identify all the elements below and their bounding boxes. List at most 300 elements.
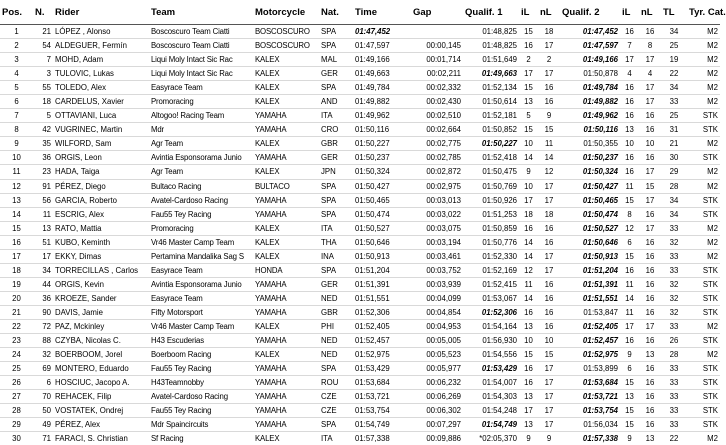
cell-tl: 32: [669, 307, 679, 317]
cell-pos: 5: [14, 83, 19, 93]
cell-rider: PAZ, Mckinley: [55, 322, 105, 331]
cell-tl: 34: [669, 195, 679, 205]
cell-moto: KALEX: [255, 83, 280, 93]
cell-il1: 11: [524, 279, 533, 289]
cell-pos: 30: [12, 434, 21, 444]
cell-il1: 13: [524, 322, 533, 331]
cell-rider: LÓPEZ , Alonso: [55, 27, 111, 37]
cell-nl1: 17: [544, 406, 554, 416]
cell-nl1: 17: [544, 41, 554, 51]
cell-rider: TORRECILLAS , Carlos: [55, 265, 139, 275]
cell-team: Boerboom Racing: [151, 350, 212, 360]
cell-q2: 01:51,551: [582, 293, 618, 303]
col-header-nl2: nL: [641, 6, 653, 18]
cell-nl2: 10: [645, 139, 655, 149]
cell-time: 01:53,721: [355, 392, 390, 402]
cell-q1: 01:50,926: [482, 195, 517, 205]
cell-rider: RATO, Mattia: [55, 223, 102, 233]
cell-il2: 4: [627, 69, 632, 79]
cell-il1: 14: [524, 237, 533, 247]
cell-il2: 17: [625, 55, 634, 65]
cell-nl1: 17: [544, 181, 554, 191]
cell-il1: 12: [524, 265, 533, 275]
cell-team: Liqui Moly Intact Sic Rac: [151, 69, 233, 79]
cell-il2: 16: [625, 83, 634, 93]
cell-il1: 16: [524, 223, 533, 233]
cell-tl: 34: [669, 83, 679, 93]
cell-moto: YAMAHA: [255, 125, 287, 135]
cell-moto: YAMAHA: [255, 195, 287, 205]
cell-team: H43Teamnobby: [151, 378, 204, 388]
cell-gap: 00:03,022: [426, 209, 461, 219]
cell-tl: 34: [669, 27, 679, 37]
cell-moto: KALEX: [255, 237, 280, 247]
table-row: [0, 249, 720, 263]
cell-nl1: 16: [544, 83, 554, 93]
table-row: [0, 39, 720, 53]
cell-nl1: 12: [544, 167, 554, 177]
cell-il2: 9: [627, 434, 632, 444]
cell-q2: 01:50,913: [582, 251, 618, 261]
cell-nat: GBR: [321, 139, 338, 149]
cell-q1: 01:48,825: [482, 27, 517, 37]
cell-nl1: 16: [544, 322, 554, 331]
col-header-tyre-cat: Tyr. Cat.: [689, 6, 726, 18]
cell-rider: ORGIS, Leon: [55, 153, 102, 163]
cell-q1: 01:49,663: [481, 69, 517, 79]
cell-cat: M2: [707, 27, 718, 37]
cell-il1: 14: [524, 153, 533, 163]
cell-time: 01:50,913: [355, 251, 390, 261]
cell-il2: 15: [625, 251, 634, 261]
cell-pos: 4: [14, 69, 19, 79]
table-row: [0, 277, 720, 291]
cell-q1: 01:54,164: [482, 322, 517, 331]
cell-team: Avatel-Cardoso Racing: [151, 392, 228, 402]
cell-il1: 18: [524, 209, 533, 219]
cell-num: 70: [42, 392, 51, 402]
col-header-tl: TL: [663, 6, 675, 18]
cell-nl1: 16: [544, 307, 554, 317]
cell-il2: 9: [627, 350, 632, 360]
cell-cat: M2: [707, 237, 718, 247]
cell-il1: 13: [524, 97, 533, 107]
cell-cat: M2: [707, 55, 718, 65]
cell-pos: 11: [12, 167, 21, 177]
cell-nat: GER: [321, 69, 338, 79]
cell-nl2: 13: [645, 350, 655, 360]
cell-pos: 22: [12, 322, 21, 331]
cell-team: Vr46 Master Camp Team: [151, 322, 235, 331]
cell-nl2: 13: [645, 434, 655, 444]
cell-q2: 01:47,452: [582, 27, 618, 37]
cell-cat: M2: [707, 139, 718, 149]
cell-pos: 19: [12, 279, 21, 289]
cell-pos: 8: [14, 125, 19, 135]
cell-nl2: 16: [645, 336, 655, 346]
cell-num: 49: [42, 420, 51, 430]
cell-team: H43 Escuderias: [151, 336, 204, 346]
table-row: [0, 165, 720, 179]
cell-q2: 01:50,465: [582, 195, 618, 205]
cell-gap: 00:04,099: [426, 293, 461, 303]
cell-rider: FARACI, S. Christian: [55, 434, 128, 444]
cell-team: Bultaco Racing: [151, 181, 202, 191]
cell-tl: 32: [669, 293, 679, 303]
cell-q2: 01:49,784: [582, 83, 618, 93]
cell-gap: 00:05,523: [426, 350, 461, 360]
cell-pos: 14: [12, 209, 21, 219]
cell-gap: 00:02,510: [426, 111, 461, 121]
cell-nl1: 9: [546, 434, 552, 444]
cell-il1: 13: [524, 392, 533, 402]
cell-tl: 22: [669, 434, 679, 444]
cell-rider: MONTERO, Eduardo: [55, 364, 129, 374]
cell-nat: SPA: [321, 209, 337, 219]
cell-cat: STK: [702, 392, 718, 402]
cell-rider: ALDEGUER, Fermín: [55, 41, 127, 51]
cell-nl1: 17: [544, 251, 554, 261]
cell-nl1: 10: [544, 336, 554, 346]
table-row: [0, 376, 720, 390]
cell-tl: 34: [669, 209, 679, 219]
cell-nat: INA: [321, 251, 334, 261]
col-header-qualif2: Qualif. 2: [562, 6, 600, 18]
table-row: [0, 362, 720, 376]
cell-nat: SPA: [321, 420, 337, 430]
cell-tl: 33: [669, 97, 679, 107]
cell-num: 51: [42, 237, 51, 247]
cell-tl: 33: [669, 406, 679, 416]
cell-q2: 01:50,646: [582, 237, 618, 247]
cell-q1: 01:52,330: [482, 251, 517, 261]
table-row: [0, 137, 720, 151]
cell-pos: 1: [14, 27, 19, 37]
cell-q1: 01:54,007: [482, 378, 517, 388]
cell-q1: 01:50,475: [482, 167, 517, 177]
cell-nat: CZE: [321, 392, 337, 402]
cell-cat: STK: [702, 406, 718, 416]
cell-q2: 01:57,338: [582, 434, 618, 444]
cell-q1: 01:50,614: [482, 97, 517, 107]
cell-moto: KALEX: [255, 434, 280, 444]
cell-pos: 15: [12, 223, 21, 233]
col-header-pos: Pos.: [2, 6, 23, 18]
cell-num: 69: [42, 364, 51, 374]
cell-moto: YAMAHA: [255, 307, 287, 317]
cell-q1: 01:53,067: [482, 293, 517, 303]
cell-moto: YAMAHA: [255, 392, 287, 402]
col-header-nl1: nL: [540, 6, 552, 18]
table-row: [0, 305, 720, 319]
header-row: [0, 0, 720, 25]
cell-nl2: 17: [645, 322, 655, 331]
cell-num: 91: [42, 181, 51, 191]
cell-moto: KALEX: [255, 223, 280, 233]
cell-q1: 01:50,769: [482, 181, 517, 191]
cell-rider: DAVIS, Jamie: [55, 307, 103, 317]
cell-moto: KALEX: [255, 322, 280, 331]
cell-rider: BOERBOOM, Jorel: [55, 350, 123, 360]
cell-nl1: 16: [544, 97, 554, 107]
cell-q2: 01:50,355: [583, 139, 618, 149]
cell-gap: 00:03,194: [426, 237, 461, 247]
cell-il2: 11: [625, 181, 634, 191]
cell-nl1: 17: [544, 195, 554, 205]
cell-moto: BULTACO: [255, 181, 290, 191]
cell-time: 01:49,784: [355, 83, 390, 93]
cell-nl1: 17: [544, 265, 554, 275]
cell-pos: 28: [12, 406, 21, 416]
cell-pos: 3: [14, 55, 19, 65]
cell-nat: ROU: [321, 378, 339, 388]
cell-nl1: 16: [544, 279, 554, 289]
cell-tl: 33: [669, 364, 679, 374]
cell-cat: STK: [702, 125, 718, 135]
cell-tl: 33: [669, 392, 679, 402]
cell-nat: CRO: [321, 125, 339, 135]
cell-rider: EKKY, Dimas: [55, 251, 102, 261]
cell-num: 13: [42, 223, 51, 233]
cell-q2: 01:52,457: [582, 336, 618, 346]
cell-nat: AND: [321, 97, 338, 107]
cell-cat: STK: [702, 364, 718, 374]
cell-nl1: 17: [544, 392, 554, 402]
cell-nl2: 16: [645, 364, 655, 374]
cell-nl1: 17: [544, 378, 554, 388]
cell-il1: 16: [524, 364, 533, 374]
cell-cat: M2: [707, 322, 718, 331]
cell-num: 44: [42, 279, 51, 289]
cell-il1: 16: [524, 307, 533, 317]
cell-q1: 01:53,429: [481, 364, 517, 374]
cell-moto: KALEX: [255, 167, 280, 177]
cell-team: Sf Racing: [151, 434, 184, 444]
cell-nl2: 16: [645, 378, 655, 388]
cell-num: 50: [42, 406, 51, 416]
cell-team: Avintia Esponsorama Junio: [151, 279, 242, 289]
cell-num: 71: [42, 434, 51, 444]
cell-team: Promoracing: [151, 223, 194, 233]
cell-il2: 7: [627, 41, 632, 51]
cell-nat: GER: [321, 279, 338, 289]
cell-q1: 01:54,556: [482, 350, 517, 360]
cell-rider: KUBO, Keminth: [55, 237, 111, 247]
cell-nl2: 16: [645, 27, 655, 37]
cell-nl2: 16: [645, 279, 655, 289]
cell-gap: 00:03,752: [426, 265, 461, 275]
cell-q2: 01:52,405: [582, 322, 618, 331]
cell-num: 56: [42, 195, 51, 205]
cell-pos: 9: [14, 139, 19, 149]
cell-rider: VOSTATEK, Ondrej: [55, 406, 124, 416]
cell-q2: 01:53,721: [582, 392, 618, 402]
cell-num: 42: [42, 125, 51, 135]
cell-moto: KALEX: [255, 251, 280, 261]
cell-gap: 00:00,145: [426, 41, 461, 51]
col-header-qualif1: Qualif. 1: [465, 6, 503, 18]
cell-q1: 01:54,749: [481, 420, 517, 430]
cell-il2: 15: [625, 195, 634, 205]
cell-nl1: 15: [544, 350, 554, 360]
cell-nl2: 17: [645, 55, 655, 65]
cell-moto: KALEX: [255, 97, 280, 107]
cell-nat: NED: [321, 293, 338, 303]
cell-time: 01:57,338: [355, 434, 390, 444]
cell-rider: VUGRINEC, Martin: [55, 125, 123, 135]
cell-moto: YAMAHA: [255, 153, 287, 163]
table-row: [0, 179, 720, 193]
cell-q1: 01:54,303: [482, 392, 517, 402]
cell-nl1: 2: [546, 55, 552, 65]
cell-q1: 01:50,859: [482, 223, 517, 233]
cell-cat: STK: [702, 153, 718, 163]
cell-time: 01:52,975: [355, 350, 390, 360]
cell-il1: 10: [524, 139, 533, 149]
col-header-il1: iL: [521, 6, 530, 18]
cell-q2: 01:49,962: [582, 111, 618, 121]
cell-nl1: 16: [544, 293, 554, 303]
cell-moto: YAMAHA: [255, 378, 287, 388]
cell-rider: TOLEDO, Alex: [55, 83, 106, 93]
cell-pos: 25: [12, 364, 21, 374]
cell-il1: 16: [524, 378, 533, 388]
col-header-motorcycle: Motorcycle: [255, 6, 306, 18]
cell-il2: 17: [625, 322, 634, 331]
cell-il2: 11: [625, 279, 634, 289]
cell-moto: HONDA: [255, 265, 283, 275]
cell-il1: 2: [526, 55, 531, 65]
cell-il1: 14: [524, 293, 533, 303]
cell-time: 01:49,166: [355, 55, 390, 65]
cell-moto: YAMAHA: [255, 279, 287, 289]
cell-il2: 15: [625, 378, 634, 388]
table-row: [0, 193, 720, 207]
table-row: [0, 418, 720, 432]
cell-gap: 00:09,886: [426, 434, 461, 444]
cell-nl1: 17: [544, 69, 554, 79]
cell-gap: 00:04,854: [426, 307, 461, 317]
cell-team: Fau55 Tey Racing: [151, 364, 212, 374]
cell-il2: 12: [625, 223, 634, 233]
cell-rider: HADA, Taiga: [55, 167, 100, 177]
cell-nl2: 17: [645, 195, 655, 205]
cell-il2: 16: [625, 265, 634, 275]
cell-nl2: 15: [645, 181, 655, 191]
cell-nl2: 17: [645, 223, 655, 233]
cell-rider: ESCRIG, Alex: [55, 209, 104, 219]
cell-nl1: 17: [544, 420, 554, 430]
table-row: [0, 109, 720, 123]
cell-nat: ITA: [321, 223, 333, 233]
cell-moto: KALEX: [255, 69, 280, 79]
cell-tl: 33: [669, 251, 679, 261]
cell-nat: PHI: [321, 322, 334, 331]
cell-nat: ITA: [321, 434, 333, 444]
cell-team: Agr Team: [151, 139, 184, 149]
col-header-time: Time: [355, 6, 378, 18]
cell-il2: 15: [625, 420, 634, 430]
cell-pos: 26: [12, 378, 21, 388]
cell-num: 35: [42, 139, 51, 149]
cell-moto: KALEX: [255, 139, 280, 149]
cell-rider: WILFORD, Sam: [55, 139, 112, 149]
cell-tl: 22: [669, 69, 679, 79]
table-row: [0, 81, 720, 95]
cell-time: 01:52,457: [355, 336, 390, 346]
cell-q2: 01:53,754: [582, 406, 618, 416]
cell-pos: 21: [12, 307, 21, 317]
cell-gap: 00:06,232: [426, 378, 461, 388]
cell-rider: ORGIS, Kevin: [55, 279, 104, 289]
cell-tl: 33: [669, 322, 679, 331]
cell-cat: M2: [707, 41, 718, 51]
cell-pos: 2: [14, 41, 19, 51]
cell-time: 01:47,597: [355, 41, 390, 51]
cell-gap: 00:02,332: [426, 83, 461, 93]
cell-q2: 01:53,847: [583, 307, 618, 317]
cell-num: 6: [46, 378, 51, 388]
cell-il1: 14: [524, 251, 533, 261]
cell-moto: BOSCOSCURO: [255, 41, 310, 51]
cell-team: Fau55 Tey Racing: [151, 209, 212, 219]
cell-il1: 17: [524, 69, 533, 79]
cell-gap: 00:02,430: [426, 97, 461, 107]
cell-tl: 33: [669, 420, 679, 430]
cell-gap: 00:03,461: [426, 251, 461, 261]
cell-cat: M2: [707, 350, 718, 360]
cell-time: 01:51,551: [355, 293, 390, 303]
table-row: [0, 334, 720, 348]
cell-q1: 01:50,227: [481, 139, 517, 149]
cell-team: Mdr Spaincircuits: [151, 420, 209, 430]
cell-q2: 01:53,684: [582, 378, 618, 388]
cell-nl2: 16: [645, 265, 655, 275]
cell-tl: 21: [669, 139, 679, 149]
col-header-gap: Gap: [413, 6, 432, 18]
cell-tl: 28: [669, 181, 679, 191]
cell-nl2: 8: [647, 41, 653, 51]
cell-nat: SPA: [321, 41, 337, 51]
col-header-rider: Rider: [55, 6, 80, 18]
cell-q1: 01:50,776: [482, 237, 517, 247]
cell-il2: 13: [625, 125, 634, 135]
cell-time: 01:53,684: [355, 378, 390, 388]
cell-il1: 15: [524, 350, 533, 360]
cell-il2: 11: [625, 307, 634, 317]
cell-nat: NED: [321, 350, 338, 360]
cell-q1: 01:52,418: [482, 153, 517, 163]
cell-il2: 14: [625, 293, 634, 303]
cell-pos: 20: [12, 293, 21, 303]
cell-gap: 00:02,775: [426, 139, 461, 149]
cell-moto: YAMAHA: [255, 209, 287, 219]
cell-q2: 01:50,116: [583, 125, 618, 135]
cell-tl: 25: [669, 111, 679, 121]
cell-il1: 5: [526, 111, 531, 121]
cell-gap: 00:05,005: [426, 336, 461, 346]
cell-gap: 00:02,975: [426, 181, 461, 191]
cell-tl: 32: [669, 237, 679, 247]
cell-gap: 00:04,953: [426, 322, 461, 331]
cell-cat: STK: [702, 307, 718, 317]
cell-q1: *02:05,370: [479, 434, 517, 444]
cell-nl2: 17: [645, 83, 655, 93]
col-header-il2: iL: [622, 6, 631, 18]
cell-il2: 6: [627, 364, 632, 374]
cell-nat: SPA: [321, 364, 337, 374]
cell-cat: STK: [702, 209, 718, 219]
